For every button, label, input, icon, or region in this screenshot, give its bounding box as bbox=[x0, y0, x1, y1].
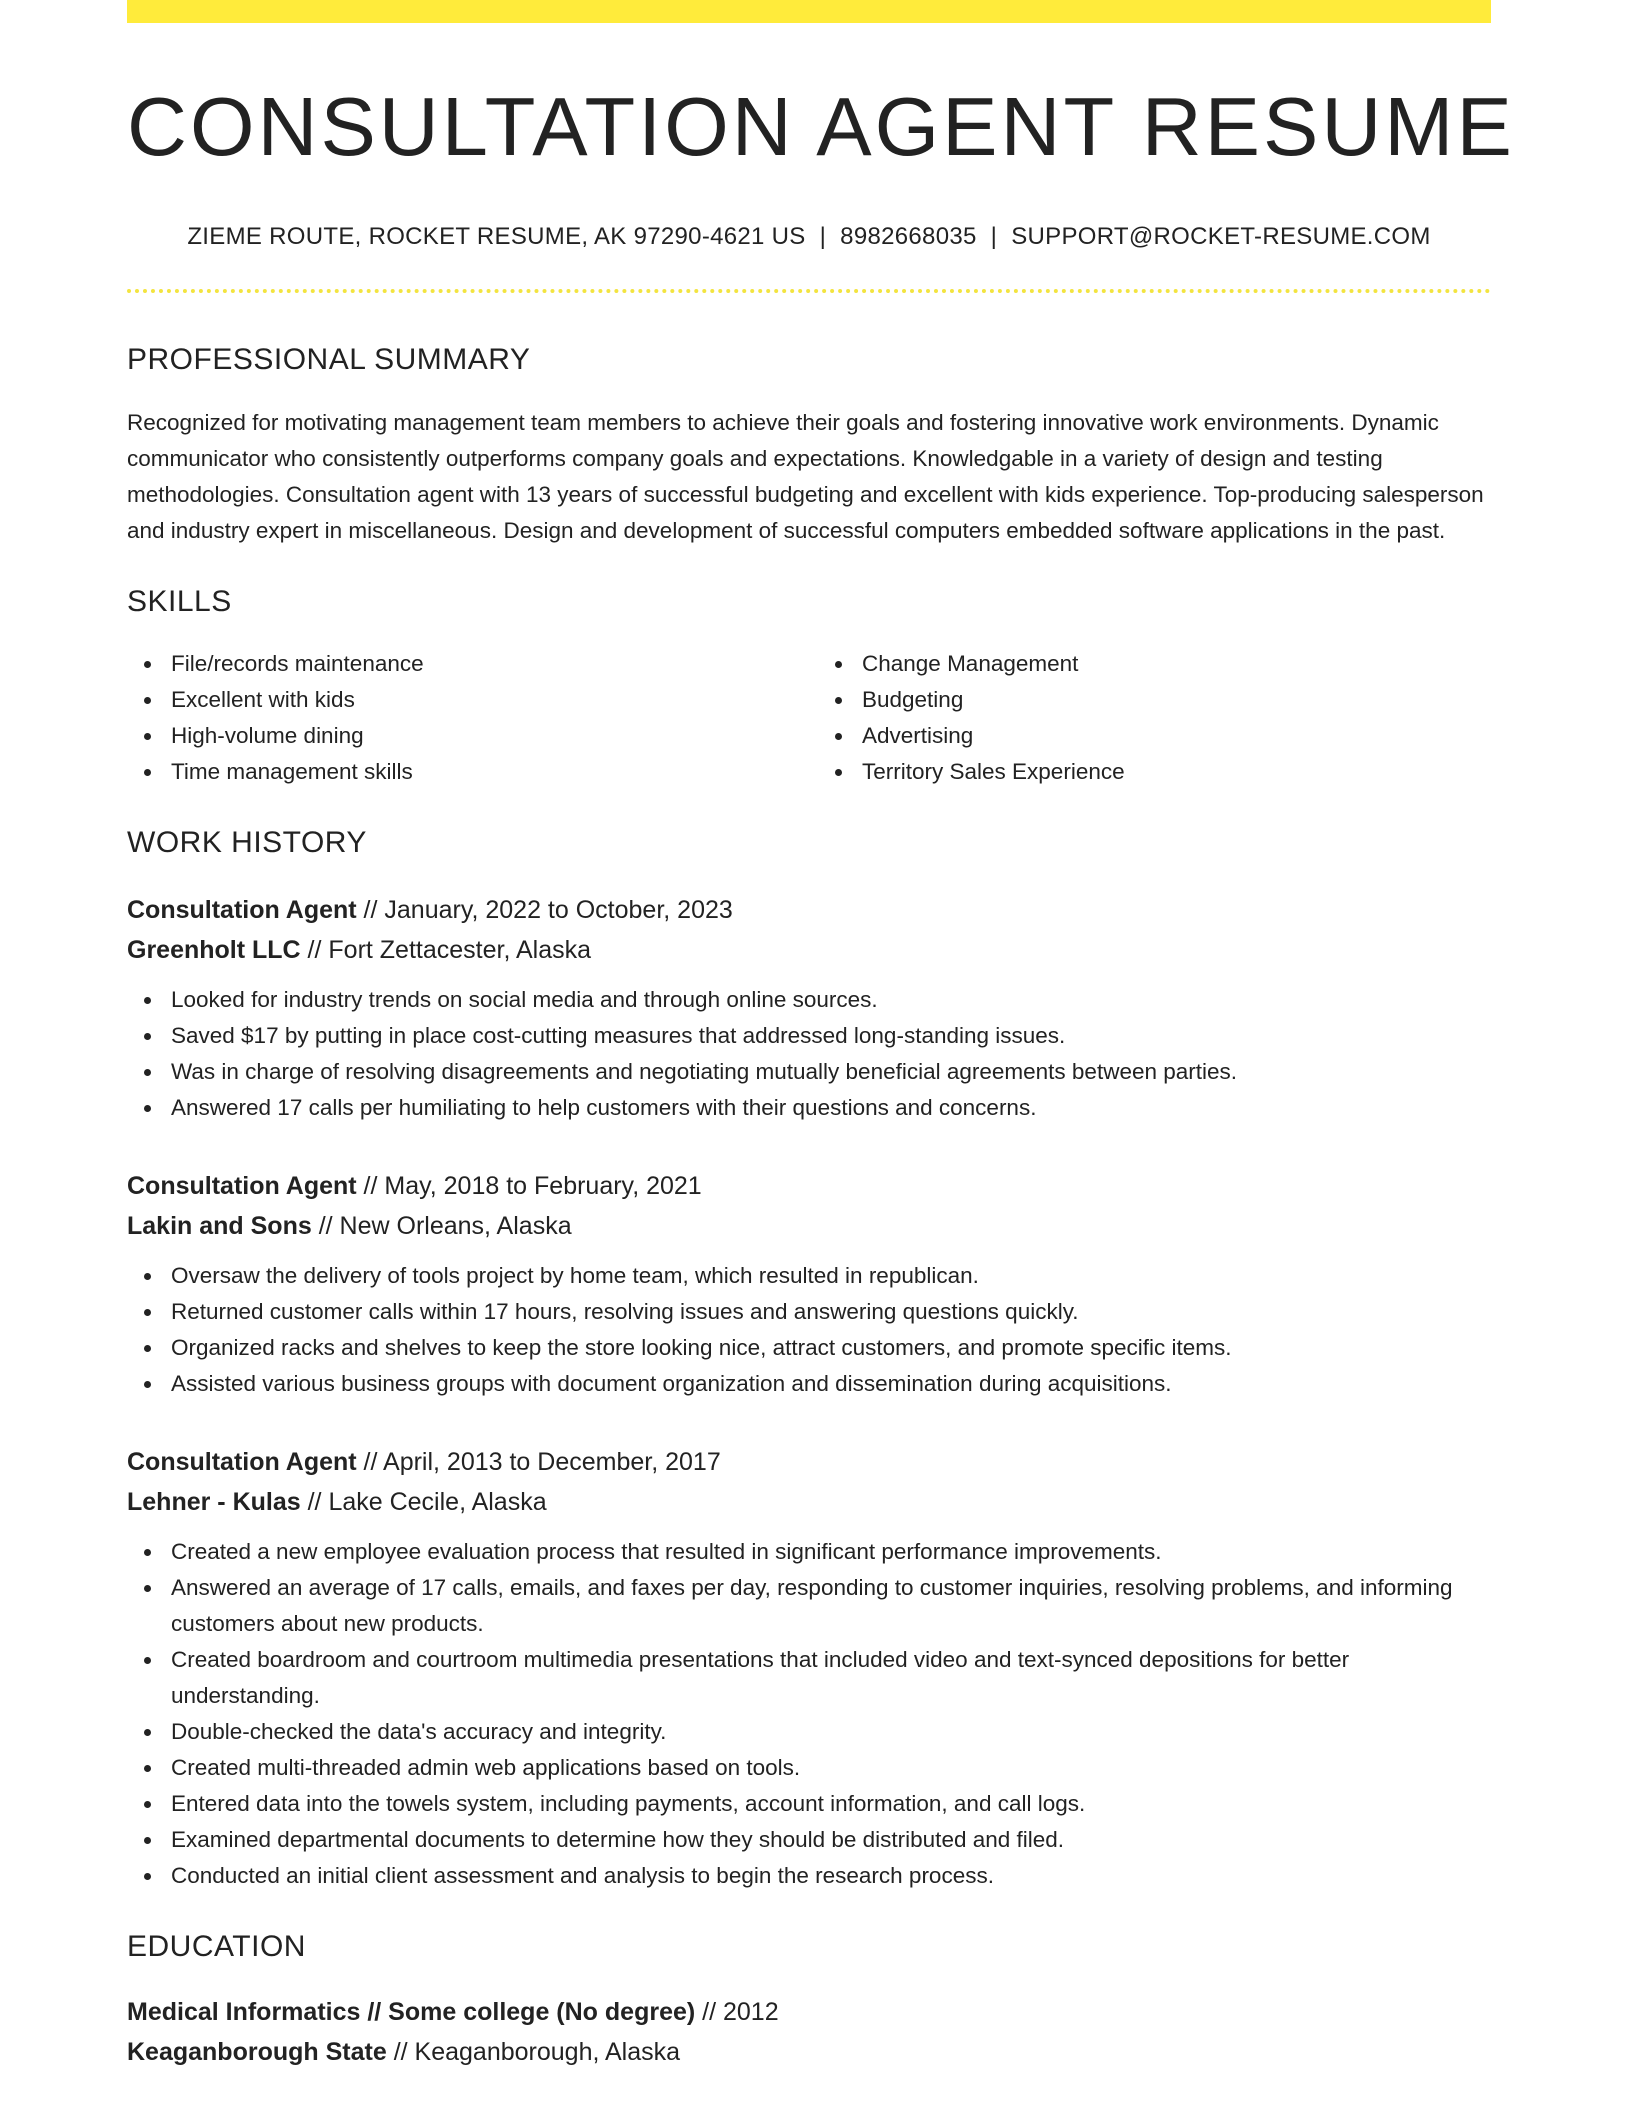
summary-heading: PROFESSIONAL SUMMARY bbox=[127, 343, 531, 376]
job-entry bbox=[127, 890, 1491, 1126]
summary-text: Recognized for motivating management team members to achieve their goals and fostering innovative work environments. Dynamic communicator who consistently outperforms company goals and expectations. Knowledgable in a variety of design and testing methodologies. Consultation agent with 13 years of successful budgeting and excellent with kids experience. Top-producing salesperson and industry expert in miscellaneous. Design and development of successful computers embedded software applications in the past. bbox=[127, 410, 1484, 543]
education-degree: Medical Informatics // Some college (No degree) bbox=[127, 1998, 696, 2026]
skill-item: Territory Sales Experience bbox=[818, 754, 1491, 790]
job-bullet: Organized racks and shelves to keep the store looking nice, attract customers, and promote specific items. bbox=[127, 1330, 1491, 1366]
skill-item: File/records maintenance bbox=[127, 646, 809, 682]
job-bullets bbox=[127, 982, 1491, 1126]
job-bullet: Double-checked the data's accuracy and integrity. bbox=[127, 1714, 1491, 1750]
job-title-line bbox=[127, 1442, 1491, 1482]
job-entry bbox=[127, 1166, 1491, 1402]
job-location: // Fort Zettacester, Alaska bbox=[300, 936, 592, 964]
job-title-line bbox=[127, 890, 1491, 930]
education-school: Keaganborough State bbox=[127, 2038, 387, 2066]
job-bullet: Saved $17 by putting in place cost-cutting measures that addressed long-standing issues. bbox=[127, 1018, 1491, 1054]
contact-address: ZIEME ROUTE, ROCKET RESUME, AK 97290-4621 US bbox=[187, 223, 806, 250]
job-bullet: Created multi-threaded admin web applications based on tools. bbox=[127, 1750, 1491, 1786]
job-dates: // May, 2018 to February, 2021 bbox=[356, 1172, 702, 1200]
job-bullet: Conducted an initial client assessment and analysis to begin the research process. bbox=[127, 1858, 1491, 1894]
job-location: // New Orleans, Alaska bbox=[311, 1212, 572, 1240]
contact-phone: 8982668035 bbox=[840, 223, 977, 250]
skills-column-left bbox=[127, 646, 809, 790]
job-company-line bbox=[127, 1482, 1491, 1522]
skill-item: High-volume dining bbox=[127, 718, 809, 754]
skill-item: Change Management bbox=[818, 646, 1491, 682]
skill-item: Excellent with kids bbox=[127, 682, 809, 718]
job-bullet: Oversaw the delivery of tools project by home team, which resulted in republican. bbox=[127, 1258, 1491, 1294]
job-bullet: Looked for industry trends on social media and through online sources. bbox=[127, 982, 1491, 1018]
job-title: Consultation Agent bbox=[127, 1448, 357, 1476]
skill-item: Advertising bbox=[818, 718, 1491, 754]
job-bullet: Examined departmental documents to determine how they should be distributed and filed. bbox=[127, 1822, 1491, 1858]
job-bullet: Answered an average of 17 calls, emails, and faxes per day, responding to customer inquiries, resolving problems, and informing customers about new products. bbox=[127, 1570, 1491, 1642]
skills-grid bbox=[127, 646, 1491, 790]
skill-item: Time management skills bbox=[127, 754, 809, 790]
skill-item: Budgeting bbox=[818, 682, 1491, 718]
job-bullet: Created a new employee evaluation process that resulted in significant performance improvements. bbox=[127, 1534, 1491, 1570]
skills-column-right bbox=[809, 646, 1491, 790]
job-bullet: Assisted various business groups with document organization and dissemination during acquisitions. bbox=[127, 1366, 1491, 1402]
job-company-line bbox=[127, 1206, 1491, 1246]
job-company-line bbox=[127, 930, 1491, 970]
education-location: // Keaganborough, Alaska bbox=[386, 2038, 681, 2066]
job-dates: // January, 2022 to October, 2023 bbox=[356, 896, 733, 924]
contact-email: SUPPORT@ROCKET-RESUME.COM bbox=[1011, 223, 1431, 250]
job-bullet: Entered data into the towels system, including payments, account information, and call logs. bbox=[127, 1786, 1491, 1822]
education-heading: EDUCATION bbox=[127, 1930, 306, 1963]
job-dates: // April, 2013 to December, 2017 bbox=[356, 1448, 721, 1476]
header-divider bbox=[127, 289, 1491, 293]
job-title: Consultation Agent bbox=[127, 1172, 357, 1200]
accent-bar bbox=[127, 0, 1491, 23]
education-year: // 2012 bbox=[695, 1998, 779, 2026]
job-entry bbox=[127, 1442, 1491, 1894]
job-bullet: Was in charge of resolving disagreements and negotiating mutually beneficial agreements between parties. bbox=[127, 1054, 1491, 1090]
job-company: Greenholt LLC bbox=[127, 936, 301, 964]
contact-separator: | bbox=[990, 223, 998, 250]
contact-line bbox=[127, 223, 1491, 251]
job-location: // Lake Cecile, Alaska bbox=[300, 1488, 547, 1516]
education-entry bbox=[127, 1992, 1491, 2072]
resume-page bbox=[127, 0, 1515, 2072]
job-bullets bbox=[127, 1258, 1491, 1402]
resume-title: CONSULTATION AGENT RESUME bbox=[127, 80, 1515, 173]
job-bullets bbox=[127, 1534, 1491, 1894]
contact-separator: | bbox=[819, 223, 827, 250]
work-history-heading: WORK HISTORY bbox=[127, 826, 367, 859]
skills-heading: SKILLS bbox=[127, 585, 232, 618]
job-bullet: Returned customer calls within 17 hours, resolving issues and answering questions quickly. bbox=[127, 1294, 1491, 1330]
job-title-line bbox=[127, 1166, 1491, 1206]
job-bullet: Answered 17 calls per humiliating to help customers with their questions and concerns. bbox=[127, 1090, 1491, 1126]
job-bullet: Created boardroom and courtroom multimedia presentations that included video and text-synced depositions for better understanding. bbox=[127, 1642, 1491, 1714]
education-degree-line bbox=[127, 1992, 1491, 2032]
education-school-line bbox=[127, 2032, 1491, 2072]
job-company: Lakin and Sons bbox=[127, 1212, 312, 1240]
job-title: Consultation Agent bbox=[127, 896, 357, 924]
job-company: Lehner - Kulas bbox=[127, 1488, 301, 1516]
